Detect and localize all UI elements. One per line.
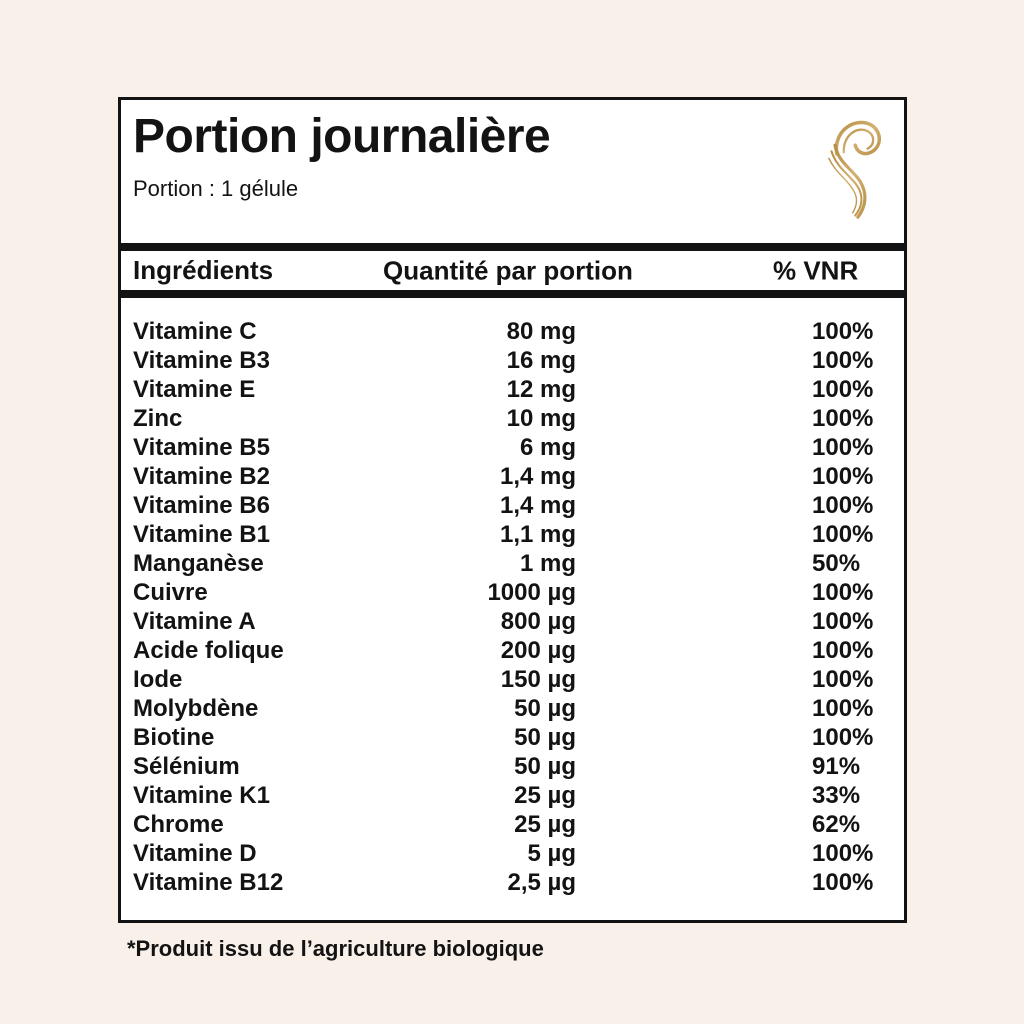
ingredient-name: Vitamine B2 — [133, 463, 270, 490]
quantity-value: 25 µg — [514, 811, 576, 838]
panel-header — [121, 100, 904, 243]
ingredient-name: Acide folique — [133, 637, 284, 664]
table-row — [121, 404, 904, 433]
ingredient-name: Zinc — [133, 405, 183, 432]
table-row — [121, 839, 904, 868]
organic-footnote: *Produit issu de l’agriculture biologique — [127, 936, 544, 961]
table-row — [121, 317, 904, 346]
panel-title: Portion journalière — [133, 110, 551, 163]
quantity-value: 800 µg — [500, 608, 576, 635]
table-body — [121, 298, 904, 897]
ingredient-name: Vitamine B1 — [133, 521, 270, 548]
vnr-percent: 50% — [812, 550, 861, 577]
vnr-percent: 100% — [812, 637, 874, 664]
vnr-percent: 100% — [812, 376, 874, 403]
ingredient-name: Vitamine B3 — [133, 347, 270, 374]
vnr-percent: 100% — [812, 695, 874, 722]
vnr-percent: 100% — [812, 434, 874, 461]
table-row — [121, 781, 904, 810]
quantity-value: 1,4 mg — [499, 463, 576, 490]
vnr-percent: 100% — [812, 869, 874, 896]
vnr-percent: 100% — [812, 608, 874, 635]
portion-subtitle: Portion : 1 gélule — [133, 175, 299, 201]
gold-swirl-icon — [828, 112, 886, 224]
vnr-percent: 100% — [812, 492, 874, 519]
ingredient-name: Chrome — [133, 811, 224, 838]
column-header-ingredients: Ingrédients — [133, 255, 274, 285]
vnr-percent: 100% — [812, 840, 874, 867]
ingredient-name: Vitamine E — [133, 376, 256, 403]
divider-bar-bottom — [121, 290, 904, 298]
table-row — [121, 694, 904, 723]
vnr-percent: 33% — [812, 782, 861, 809]
vnr-percent: 62% — [812, 811, 861, 838]
quantity-value: 12 mg — [506, 376, 576, 403]
ingredient-name: Vitamine B12 — [133, 869, 284, 896]
nutrition-panel — [118, 97, 907, 923]
quantity-value: 6 mg — [519, 434, 576, 461]
table-row — [121, 578, 904, 607]
quantity-value: 150 µg — [500, 666, 576, 693]
table-row — [121, 636, 904, 665]
quantity-value: 2,5 µg — [507, 869, 576, 896]
vnr-percent: 100% — [812, 347, 874, 374]
ingredient-name: Vitamine K1 — [133, 782, 270, 809]
quantity-value: 1000 µg — [487, 579, 576, 606]
quantity-value: 1 mg — [519, 550, 576, 577]
vnr-percent: 100% — [812, 579, 874, 606]
vnr-percent: 100% — [812, 724, 874, 751]
column-header-quantity: Quantité par portion — [383, 255, 633, 285]
ingredient-name: Cuivre — [133, 579, 208, 606]
table-row — [121, 723, 904, 752]
ingredient-name: Vitamine A — [133, 608, 256, 635]
vnr-percent: 91% — [812, 753, 861, 780]
table-row — [121, 462, 904, 491]
quantity-value: 50 µg — [514, 724, 576, 751]
vnr-percent: 100% — [812, 318, 874, 345]
quantity-value: 50 µg — [514, 695, 576, 722]
table-row — [121, 491, 904, 520]
ingredient-name: Vitamine C — [133, 318, 257, 345]
quantity-value: 50 µg — [514, 753, 576, 780]
vnr-percent: 100% — [812, 405, 874, 432]
ingredient-name: Manganèse — [133, 550, 264, 577]
table-row — [121, 346, 904, 375]
table-row — [121, 520, 904, 549]
ingredient-name: Iode — [133, 666, 183, 693]
quantity-value: 16 mg — [506, 347, 576, 374]
table-row — [121, 752, 904, 781]
divider-bar-top — [121, 243, 904, 251]
vnr-percent: 100% — [812, 463, 874, 490]
ingredient-name: Biotine — [133, 724, 215, 751]
table-row — [121, 375, 904, 404]
quantity-value: 1,4 mg — [499, 492, 576, 519]
quantity-value: 200 µg — [500, 637, 576, 664]
table-row — [121, 810, 904, 839]
table-header-row — [121, 251, 904, 290]
ingredient-name: Vitamine D — [133, 840, 257, 867]
table-row — [121, 665, 904, 694]
quantity-value: 10 mg — [506, 405, 576, 432]
ingredient-name: Sélénium — [133, 753, 240, 780]
vnr-percent: 100% — [812, 521, 874, 548]
table-row — [121, 549, 904, 578]
table-row — [121, 433, 904, 462]
column-header-vnr: % VNR — [773, 255, 859, 285]
ingredient-name: Vitamine B5 — [133, 434, 270, 461]
ingredient-name: Vitamine B6 — [133, 492, 270, 519]
quantity-value: 1,1 mg — [499, 521, 576, 548]
vnr-percent: 100% — [812, 666, 874, 693]
ingredient-name: Molybdène — [133, 695, 259, 722]
quantity-value: 25 µg — [514, 782, 576, 809]
table-row — [121, 607, 904, 636]
quantity-value: 5 µg — [527, 840, 576, 867]
quantity-value: 80 mg — [506, 318, 576, 345]
table-row — [121, 868, 904, 897]
